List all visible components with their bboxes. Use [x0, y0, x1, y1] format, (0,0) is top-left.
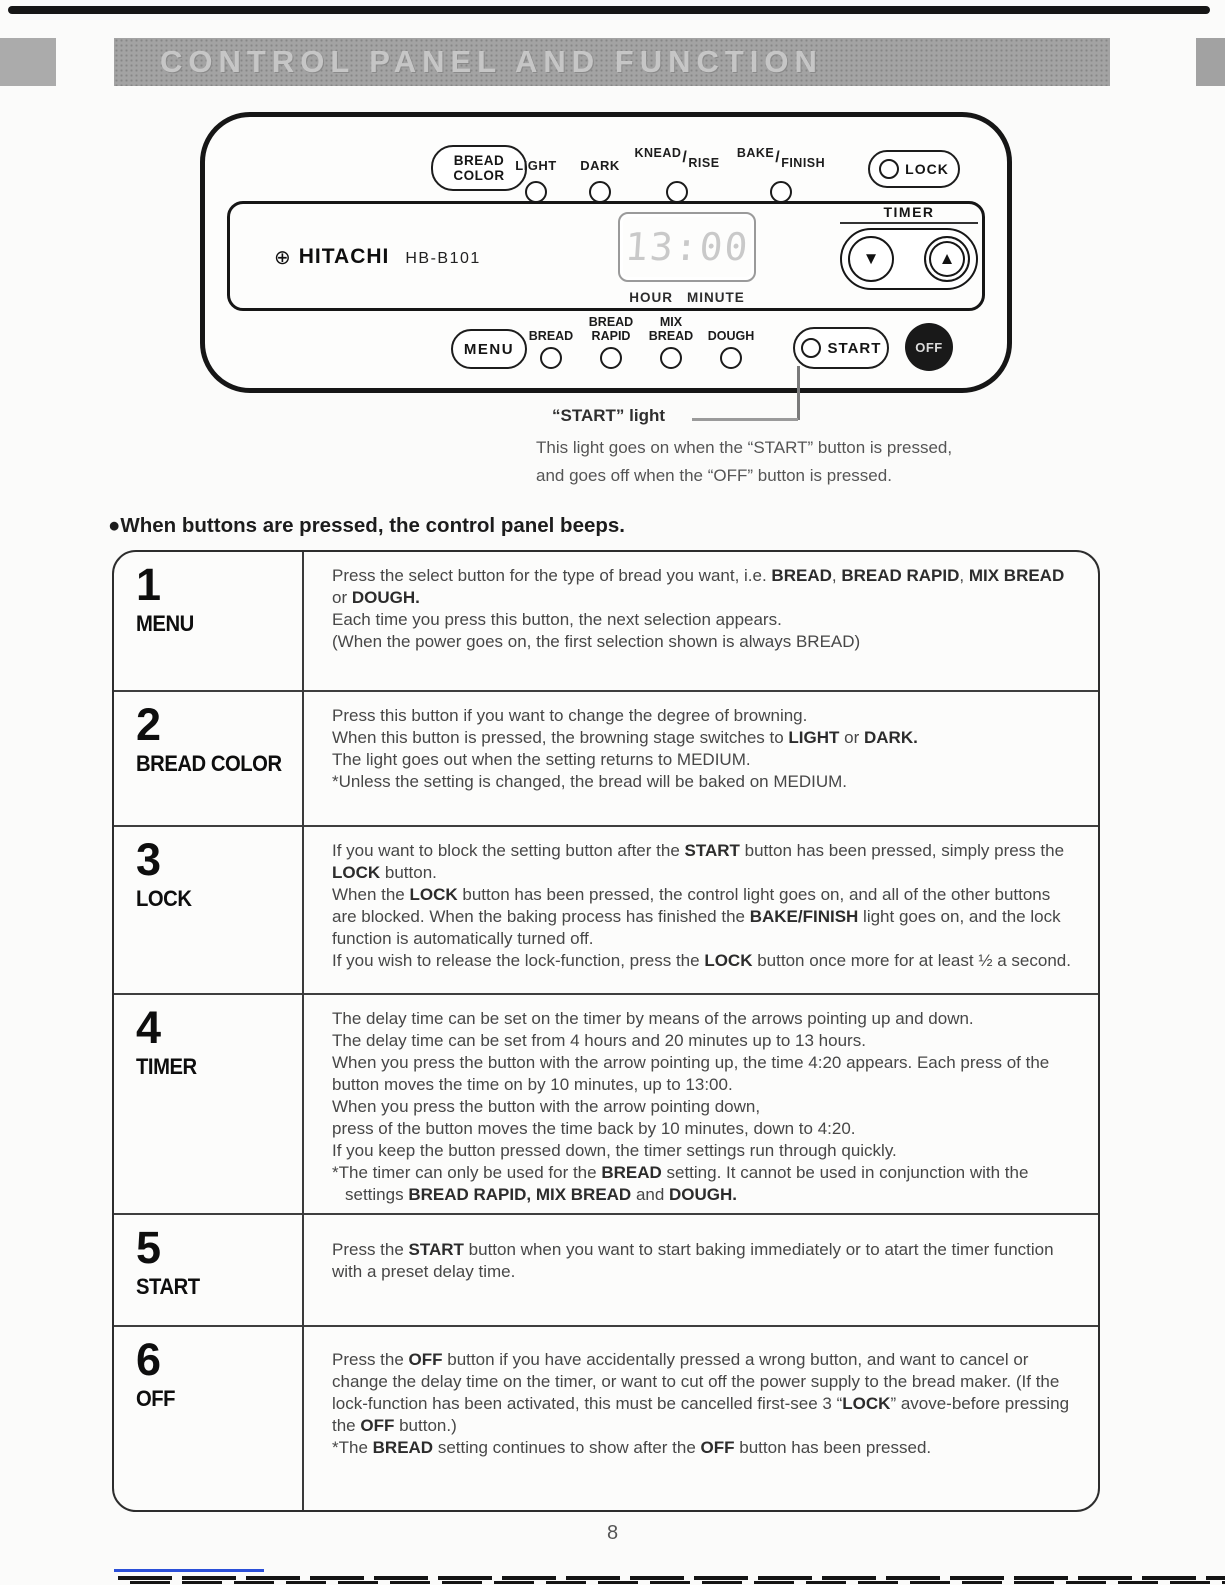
bread-color-label-line2: COLOR	[453, 168, 505, 183]
row-header	[114, 1327, 302, 1512]
paragraph: The delay time can be set from 4 hours and 20 minutes up to 13 hours.	[332, 1031, 866, 1050]
row-description	[302, 552, 1098, 690]
start-light-note-line2: and goes off when the “OFF” button is pressed.	[536, 466, 892, 485]
timer-up-button[interactable]	[924, 236, 970, 282]
row-number: 5	[136, 1222, 162, 1273]
paragraph: If you wish to release the lock-function, press the LOCK button once more for at least ½ a second.	[332, 951, 1071, 970]
row-header	[114, 552, 302, 690]
dough-lamp-icon	[720, 347, 742, 369]
bread-rapid-indicator-label: BREAD RAPID	[588, 315, 634, 343]
scan-artifact-bottom-line1	[118, 1576, 1225, 1580]
row-header	[114, 1215, 302, 1325]
paragraph: Press the select button for the type of bread you want, i.e. BREAD, BREAD RAPID, MIX BREAD or DOUGH.	[332, 566, 1065, 607]
bake-finish-label: BAKE/FINISH	[736, 146, 826, 170]
row-label: MENU	[136, 611, 194, 636]
start-light-note	[536, 434, 952, 490]
hitachi-logo-icon: ⊕	[274, 247, 291, 269]
bread-rapid-lamp-icon	[600, 347, 622, 369]
row-label: BREAD COLOR	[136, 751, 282, 776]
lcd-display	[618, 212, 756, 282]
start-light-note-line1: This light goes on when the “START” button is pressed,	[536, 438, 953, 457]
model-number: HB-B101	[405, 250, 481, 267]
row-description	[302, 1215, 1098, 1325]
row-label: LOCK	[136, 886, 192, 911]
row-header	[114, 995, 302, 1213]
off-button[interactable]	[905, 323, 953, 371]
table-row	[114, 825, 1098, 993]
timer-down-button[interactable]	[848, 236, 894, 282]
row-description	[302, 1327, 1098, 1512]
row-description	[302, 995, 1098, 1213]
minute-label: MINUTE	[687, 290, 745, 305]
start-light-connector-vertical	[797, 366, 800, 420]
paragraph: When you press the button with the arrow pointing down,	[332, 1097, 761, 1116]
paragraph: When the LOCK button has been pressed, the control light goes on, and all of the other buttons are blocked. When the baking process has finished the BAKE/FINISH light goes on, and the lock function is automatically turned off.	[332, 885, 1061, 948]
paragraph: Each time you press this button, the next selection appears.	[332, 610, 782, 629]
dough-indicator-label: DOUGH	[707, 328, 755, 343]
page-number: 8	[606, 1522, 619, 1544]
scan-artifact-blue-line	[114, 1569, 264, 1572]
mix-bread-lamp-icon	[660, 347, 682, 369]
paragraph: Press the START button when you want to start baking immediately or to atart the timer function with a preset delay time.	[332, 1240, 1054, 1281]
paragraph: When this button is pressed, the browning stage switches to LIGHT or DARK.	[332, 728, 918, 747]
knead-rise-lamp-icon	[666, 181, 688, 203]
scan-artifact-right	[1196, 38, 1225, 86]
knead-rise-label: KNEAD/RISE	[634, 146, 720, 170]
lock-label: LOCK	[905, 161, 949, 177]
bake-finish-lamp-icon	[770, 181, 792, 203]
section-header-bar	[114, 38, 1110, 86]
brand-block	[274, 244, 481, 269]
row-label: OFF	[136, 1386, 176, 1411]
row-number: 4	[136, 1002, 162, 1053]
timer-label: TIMER	[840, 204, 978, 224]
row-description	[302, 692, 1098, 825]
bread-color-label-line1: BREAD	[453, 153, 505, 168]
dough-indicator	[695, 315, 767, 369]
bread-indicator-label: BREAD	[528, 328, 574, 343]
row-number: 6	[136, 1334, 162, 1385]
control-panel	[200, 112, 1012, 393]
lock-button[interactable]	[868, 150, 960, 188]
panel-middle-section	[227, 201, 985, 311]
paragraph: Press the OFF button if you have accidentally pressed a wrong button, and want to cancel or change the delay time on the timer, or want to cut off the power supply to the bread maker. (If the lock-function has been activated, this must be cancelled first-see 3 “LOCK” avove-before pressing the OFF button.)	[332, 1350, 1070, 1435]
function-table	[112, 550, 1100, 1512]
start-lamp-icon	[801, 338, 821, 358]
start-label: START	[827, 339, 882, 357]
bread-lamp-icon	[540, 347, 562, 369]
table-row	[114, 993, 1098, 1213]
paragraph: *Unless the setting is changed, the bread will be baked on MEDIUM.	[332, 772, 847, 791]
table-rows	[114, 552, 1098, 1510]
scan-artifact-top	[8, 6, 1210, 14]
start-light-connector-horizontal	[692, 418, 798, 421]
paragraph: The light goes out when the setting returns to MEDIUM.	[332, 750, 751, 769]
off-label: OFF	[915, 339, 943, 355]
row-number: 2	[136, 699, 162, 750]
menu-label: MENU	[463, 340, 515, 358]
paragraph: If you want to block the setting button after the START button has been pressed, simply press the LOCK button.	[332, 841, 1065, 882]
timer-button-group	[840, 228, 978, 290]
row-header	[114, 827, 302, 993]
display-units	[598, 290, 776, 305]
row-header	[114, 692, 302, 825]
mix-bread-indicator-label: MIX BREAD	[648, 315, 694, 343]
row-label: TIMER	[136, 1054, 197, 1079]
paragraph: When you press the button with the arrow pointing up, the time 4:20 appears. Each press of the button moves the time on by 10 minutes, up to 13:00.	[332, 1053, 1050, 1094]
scan-artifact-left	[0, 38, 56, 86]
brand-name: HITACHI	[298, 245, 390, 268]
table-row	[114, 552, 1098, 690]
paragraph: press of the button moves the time back by 10 minutes, down to 4:20.	[332, 1119, 856, 1138]
paragraph: (When the power goes on, the first selection shown is always BREAD)	[332, 632, 861, 651]
arrow-down-icon: ▼	[862, 249, 880, 268]
beep-section-heading: ●When buttons are pressed, the control panel beeps.	[108, 514, 625, 537]
start-light-callout-label: “START” light	[552, 406, 665, 425]
arrow-up-icon: ▲	[938, 249, 956, 268]
lcd-time: 13:00	[623, 225, 751, 269]
table-row	[114, 1213, 1098, 1325]
start-button[interactable]	[793, 327, 889, 369]
lock-lamp-icon	[879, 159, 899, 179]
paragraph: If you keep the button pressed down, the timer settings run through quickly.	[332, 1141, 897, 1160]
row-label: START	[136, 1274, 200, 1299]
paragraph: *The timer can only be used for the BREAD setting. It cannot be used in conjunction with the settings BREAD RAPID, MIX BREAD and DOUGH.	[332, 1163, 1029, 1204]
row-number: 3	[136, 834, 162, 885]
section-header-title: CONTROL PANEL AND FUNCTION	[160, 44, 823, 79]
paragraph: *The BREAD setting continues to show after the OFF button has been pressed.	[332, 1438, 932, 1457]
table-row	[114, 690, 1098, 825]
row-description	[302, 827, 1098, 993]
dark-label: DARK	[580, 158, 620, 173]
paragraph: Press this button if you want to change the degree of browning.	[332, 706, 808, 725]
hour-label: HOUR	[629, 290, 673, 305]
paragraph: The delay time can be set on the timer by means of the arrows pointing up and down.	[332, 1009, 974, 1028]
row-number: 1	[136, 559, 162, 610]
table-row	[114, 1325, 1098, 1512]
dark-lamp-icon	[589, 181, 611, 203]
light-lamp-icon	[525, 181, 547, 203]
light-label: LIGHT	[515, 158, 557, 173]
table-column-divider	[302, 552, 304, 1510]
scan-artifact-bottom-line2	[130, 1581, 1225, 1584]
